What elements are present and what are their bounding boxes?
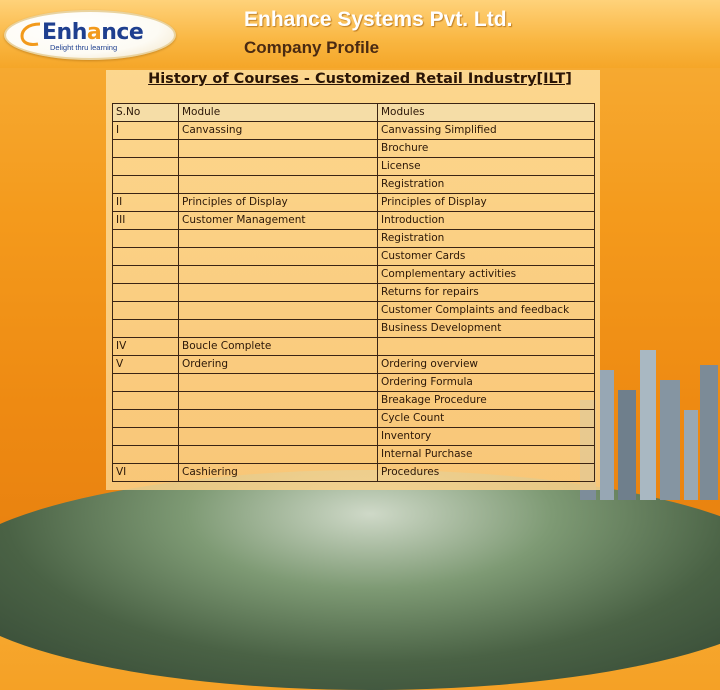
cell-submodule: Principles of Display xyxy=(378,194,595,212)
cell-submodule: Inventory xyxy=(378,428,595,446)
cell-sno: I xyxy=(113,122,179,140)
globe-image xyxy=(0,470,720,690)
table-row xyxy=(113,410,595,428)
table-row xyxy=(113,284,595,302)
cell-sno xyxy=(113,158,179,176)
table-row xyxy=(113,302,595,320)
courses-table xyxy=(112,103,595,482)
cell-module xyxy=(179,446,378,464)
table-row xyxy=(113,428,595,446)
table-row xyxy=(113,266,595,284)
cell-submodule: Returns for repairs xyxy=(378,284,595,302)
cell-submodule: License xyxy=(378,158,595,176)
cell-sno xyxy=(113,266,179,284)
cell-sno xyxy=(113,284,179,302)
cell-submodule: Introduction xyxy=(378,212,595,230)
table-row xyxy=(113,194,595,212)
cell-sno xyxy=(113,176,179,194)
cell-module: Principles of Display xyxy=(179,194,378,212)
cell-submodule: Complementary activities xyxy=(378,266,595,284)
header-sno: S.No xyxy=(113,104,179,122)
cell-module xyxy=(179,248,378,266)
cell-module xyxy=(179,230,378,248)
table-row xyxy=(113,140,595,158)
table-row xyxy=(113,374,595,392)
table-row xyxy=(113,248,595,266)
header-modules: Modules xyxy=(378,104,595,122)
cell-sno xyxy=(113,140,179,158)
page-subtitle: Company Profile xyxy=(244,38,380,57)
cell-module xyxy=(179,428,378,446)
cell-module xyxy=(179,266,378,284)
cell-submodule: Canvassing Simplified xyxy=(378,122,595,140)
cell-module xyxy=(179,176,378,194)
cell-module: Ordering xyxy=(179,356,378,374)
cell-submodule: Business Development xyxy=(378,320,595,338)
table-row xyxy=(113,446,595,464)
logo-wordmark: Enhance xyxy=(42,20,144,45)
table-row xyxy=(113,320,595,338)
cell-module xyxy=(179,320,378,338)
cell-sno xyxy=(113,374,179,392)
cell-submodule: Brochure xyxy=(378,140,595,158)
cell-module xyxy=(179,410,378,428)
table-row xyxy=(113,122,595,140)
cell-module xyxy=(179,392,378,410)
cell-submodule: Ordering Formula xyxy=(378,374,595,392)
logo-tagline: Delight thru learning xyxy=(50,43,118,52)
cell-submodule: Ordering overview xyxy=(378,356,595,374)
cell-sno xyxy=(113,446,179,464)
table-row xyxy=(113,464,595,482)
company-logo xyxy=(4,10,176,60)
cell-submodule: Breakage Procedure xyxy=(378,392,595,410)
cell-sno xyxy=(113,230,179,248)
logo-swoosh-icon xyxy=(20,20,42,48)
table-row xyxy=(113,212,595,230)
cell-sno xyxy=(113,410,179,428)
cell-sno xyxy=(113,320,179,338)
cell-submodule: Registration xyxy=(378,230,595,248)
cell-submodule: Customer Complaints and feedback xyxy=(378,302,595,320)
cell-sno xyxy=(113,248,179,266)
cell-submodule xyxy=(378,338,595,356)
table-row xyxy=(113,356,595,374)
cell-sno: III xyxy=(113,212,179,230)
cell-submodule: Registration xyxy=(378,176,595,194)
slide-title: History of Courses - Customized Retail Industry[ILT] xyxy=(148,71,572,87)
cell-sno: V xyxy=(113,356,179,374)
cell-sno xyxy=(113,392,179,410)
cell-sno xyxy=(113,302,179,320)
cell-submodule: Customer Cards xyxy=(378,248,595,266)
table-row xyxy=(113,158,595,176)
cell-sno: IV xyxy=(113,338,179,356)
cell-submodule: Internal Purchase xyxy=(378,446,595,464)
cell-module xyxy=(179,374,378,392)
table-row xyxy=(113,392,595,410)
cell-submodule: Procedures xyxy=(378,464,595,482)
cell-sno: II xyxy=(113,194,179,212)
header-module: Module xyxy=(179,104,378,122)
table-row xyxy=(113,338,595,356)
cell-sno xyxy=(113,428,179,446)
cell-module: Cashiering xyxy=(179,464,378,482)
cell-submodule: Cycle Count xyxy=(378,410,595,428)
cell-module xyxy=(179,302,378,320)
cell-module: Boucle Complete xyxy=(179,338,378,356)
table-row xyxy=(113,230,595,248)
cell-module xyxy=(179,140,378,158)
company-name: Enhance Systems Pvt. Ltd. xyxy=(244,8,513,31)
cell-module: Canvassing xyxy=(179,122,378,140)
table-row xyxy=(113,176,595,194)
table-header-row xyxy=(113,104,595,122)
cell-module: Customer Management xyxy=(179,212,378,230)
cell-module xyxy=(179,284,378,302)
cell-sno: VI xyxy=(113,464,179,482)
cell-module xyxy=(179,158,378,176)
